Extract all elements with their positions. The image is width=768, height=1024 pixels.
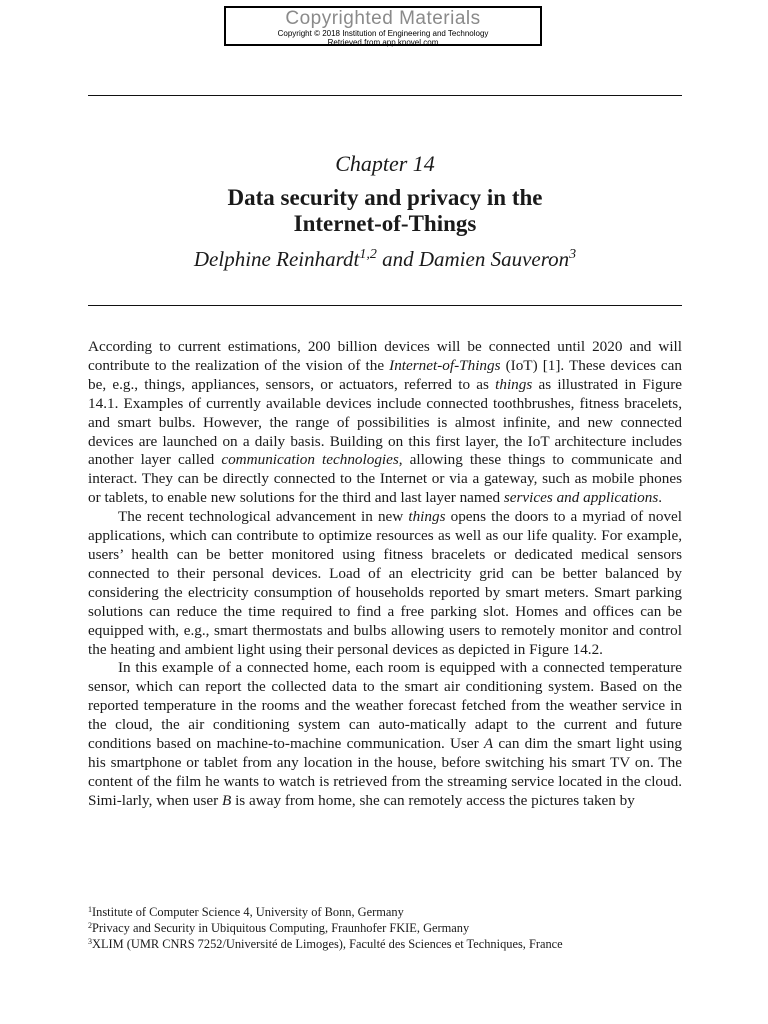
watermark-retrieved-line: Retrieved from app.knovel.com	[327, 38, 439, 47]
text-run-p1-0: According to current estimations, 200 billion devices will be connected until 2020 and will contribute to the realization of the vision of the	[88, 338, 682, 374]
footnote-1-marker: 1	[88, 905, 92, 914]
text-run-p1-8: .	[658, 489, 663, 507]
emphasis-p1-5: communication technologies	[221, 451, 399, 469]
footnote-2	[88, 920, 682, 936]
footnote-2-text: Privacy and Security in Ubiquitous Computing, Fraunhofer FKIE, Germany	[92, 921, 470, 935]
footnote-3-marker: 3	[88, 937, 92, 946]
footnote-1	[88, 904, 682, 920]
author-conjunction: and	[376, 247, 419, 271]
text-run-p3-2: can dim the smart light using his smartphone or tablet from any location in the house, before switching his smart TV on. The content of the film he wants to watch is retrieved from the streaming service located in the cloud. Simi-larly, when user	[88, 735, 682, 809]
text-run-p1-4: as illustrated in Figure 14.1. Examples of currently available devices include connected toothbrushes, fitness bracelets, and smart bulbs. However, the range of possibilities is almost infinite, and new connected devices are launched on a daily basis. Building on this first layer, the IoT architecture includes another layer called	[88, 375, 682, 469]
copyright-watermark	[224, 6, 542, 46]
footnote-2-marker: 2	[88, 921, 92, 930]
emphasis-p2-1: things	[408, 508, 446, 526]
watermark-copyright-line: Copyright © 2018 Institution of Engineering and Technology	[277, 29, 489, 38]
text-run-p3-4: is away from home, she can remotely access the pictures taken by	[231, 791, 635, 809]
text-run-p1-6: , allowing these things to communicate and interact. They can be directly connected to the Internet or via a gateway, such as mobile phones or tablets, to enable new solutions for the third and last layer named	[88, 451, 682, 507]
paragraph-1	[88, 338, 682, 508]
author-1-affiliation: 1,2	[359, 247, 377, 262]
header-rule	[88, 95, 682, 96]
chapter-title	[88, 185, 682, 237]
paragraph-2	[88, 508, 682, 659]
author-1: Delphine Reinhardt	[193, 247, 360, 271]
emphasis-p1-7: services and applications	[503, 489, 659, 507]
title-rule	[88, 305, 682, 306]
chapter-label: Chapter 14	[335, 151, 435, 176]
footnote-3-text: XLIM (UMR CNRS 7252/Université de Limoges), Faculté des Sciences et Techniques, France	[92, 937, 563, 951]
emphasis-p3-1: A	[483, 735, 494, 753]
emphasis-p1-1: Internet-of-Things	[389, 356, 501, 374]
chapter-title-line-1: Data security and privacy in the	[227, 185, 543, 210]
watermark-title: Copyrighted Materials	[285, 8, 481, 29]
text-run-p3-0: In this example of a connected home, each room is equipped with a connected temperature sensor, which can report the collected data to the smart air conditioning system. Based on the reported temperature in the rooms and the weather forecast fetched from the weather service in the cloud, the air conditioning system can auto-matically adapt to the current and future conditions based on machine-to-machine communication. User	[88, 659, 682, 753]
text-run-p2-0: The recent technological advancement in new	[118, 508, 409, 526]
text-run-p1-2: (IoT) [1]. These devices can be, e.g., things, appliances, sensors, or actuators, referred to as	[88, 356, 683, 393]
author-line	[88, 245, 682, 273]
emphasis-p3-3: B	[222, 791, 232, 809]
emphasis-p1-3: things	[495, 375, 533, 393]
chapter-title-line-2: Internet-of-Things	[293, 211, 477, 236]
text-run-p2-2: opens the doors to a myriad of novel applications, which can contribute to optimize resources as well as our life quality. For example, users’ health can be better monitored using fitness bracelets or dedicated medical sensors connected to their personal devices. Load of an electricity grid can be better balanced by considering the electricity consumption of households reported by smart meters. Smart parking solutions can reduce the time required to find a free parking slot. Homes and offices can be equipped with, e.g., smart thermostats and bulbs allowing users to remotely monitor and control the heating and ambient light using their personal devices as depicted in Figure 14.2.	[88, 508, 683, 658]
author-2-affiliation: 3	[569, 247, 577, 262]
author-2: Damien Sauveron	[418, 247, 570, 271]
footnotes	[88, 904, 682, 952]
footnote-1-text: Institute of Computer Science 4, University of Bonn, Germany	[92, 905, 404, 919]
footnote-3	[88, 936, 682, 952]
body-text	[88, 338, 682, 811]
paragraph-3	[88, 659, 682, 810]
